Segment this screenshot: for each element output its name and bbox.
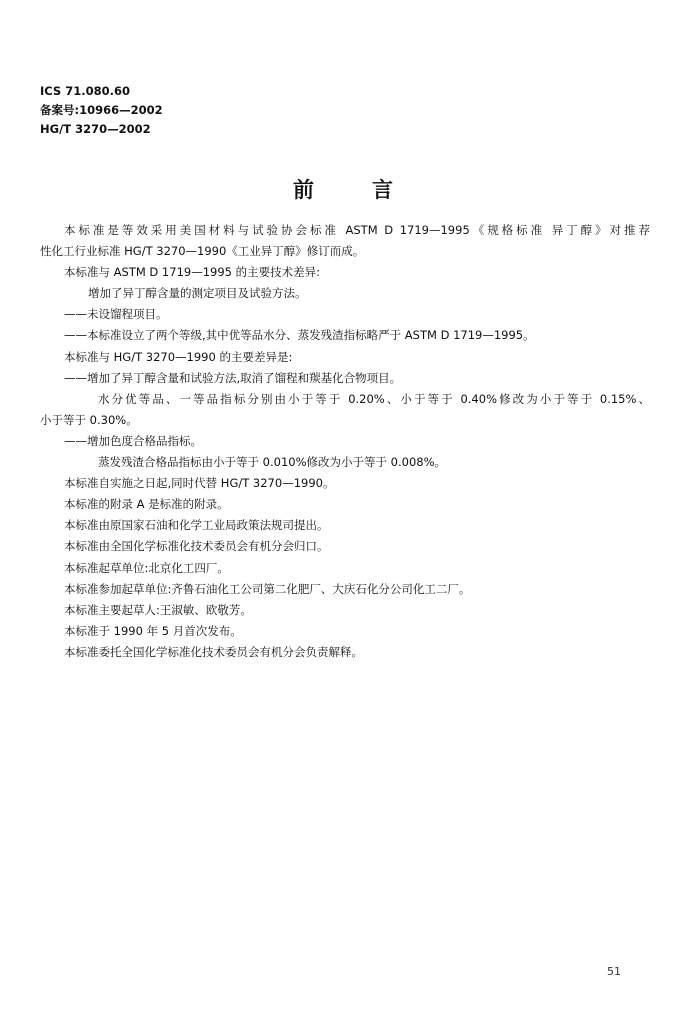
foreword-body	[40, 220, 650, 663]
paragraph-line: ——未设馏程项目。	[64, 307, 168, 322]
paragraph-line: 本标准与 HG/T 3270—1990 的主要差异是:	[64, 349, 293, 364]
paragraph-line: 本标准主要起草人:王淑敏、欧敬芳。	[64, 602, 252, 617]
paragraph-line: 水分优等品、一等品指标分别由小于等于 0.20%、小于等于 0.40%修改为小于等于 0.15%、	[98, 391, 650, 406]
paragraph-line: ——增加了异丁醇含量和试验方法,取消了馏程和羰基化合物项目。	[64, 370, 402, 385]
ics-code: ICS 71.080.60	[40, 84, 130, 98]
paragraph-line: 本标准与 ASTM D 1719—1995 的主要技术差异:	[64, 265, 320, 280]
paragraph-line: 本标准委托全国化学标准化技术委员会有机分会负责解释。	[64, 644, 363, 659]
paragraph-line: 本标准由原国家石油和化学工业局政策法规司提出。	[64, 518, 329, 533]
paragraph-line: 本标准的附录 A 是标准的附录。	[64, 497, 229, 512]
paragraph-line: 本标准是等效采用美国材料与试验协会标准 ASTM D 1719—1995《规格标准 异丁醇》对推荐	[64, 223, 650, 237]
paragraph-line: 本标准自实施之日起,同时代替 HG/T 3270—1990。	[64, 476, 335, 491]
paragraph-line: 本标准于 1990 年 5 月首次发布。	[64, 623, 242, 638]
paragraph-line: ——本标准设立了两个等级,其中优等品水分、蒸发残渣指标略严于 ASTM D 1719—1995。	[64, 328, 535, 343]
page-title: 前言	[293, 177, 451, 202]
paragraph-line: 本标准由全国化学标准化技术委员会有机分会归口。	[64, 539, 329, 554]
paragraph-line: 本标准起草单位:北京化工四厂。	[64, 560, 229, 575]
page-number: 51	[607, 965, 621, 978]
document-header	[40, 82, 163, 139]
record-number: 备案号:10966—2002	[40, 103, 163, 117]
paragraph-line: 本标准参加起草单位:齐鲁石油化工公司第二化肥厂、大庆石化分公司化工二厂。	[64, 581, 471, 596]
paragraph-line: 小于等于 0.30%。	[40, 412, 138, 427]
paragraph-line: 增加了异丁醇含量的测定项目及试验方法。	[88, 286, 307, 301]
paragraph-line: 蒸发残渣合格品指标由小于等于 0.010%修改为小于等于 0.008%。	[98, 455, 447, 470]
paragraph-line: 性化工行业标准 HG/T 3270—1990《工业异丁醇》修订而成。	[40, 244, 365, 259]
standard-number: HG/T 3270—2002	[40, 122, 151, 136]
paragraph-line: ——增加色度合格品指标。	[64, 433, 202, 448]
